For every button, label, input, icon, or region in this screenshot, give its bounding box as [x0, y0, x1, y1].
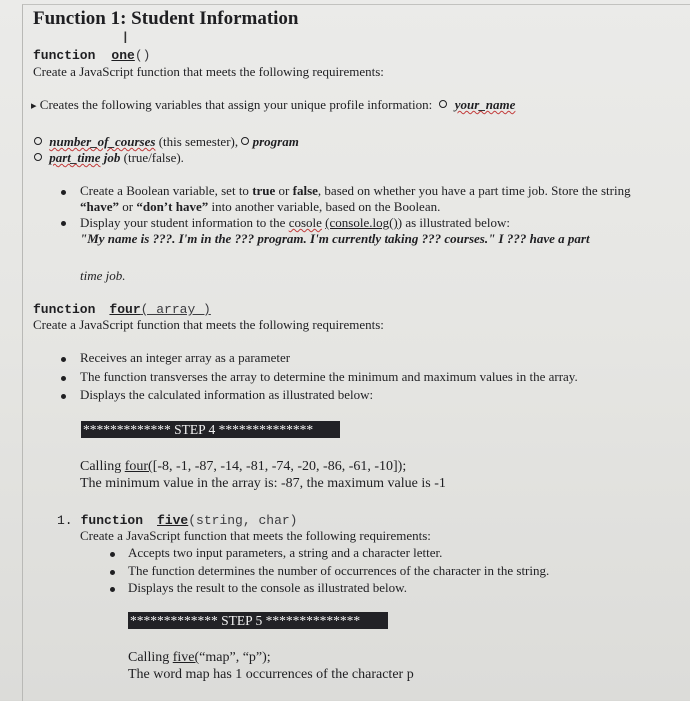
function-args: ( array )	[140, 302, 211, 317]
display-bullet: Display your student information to the cosole (console.log()) as illustrated below: "My name is ???. I'm in the ??? program. I'm currently taking ??? courses." I ??? have a part	[80, 215, 590, 246]
function-name: four	[109, 302, 141, 317]
step4-banner: ************* STEP 4 **************	[81, 421, 340, 438]
list-item: The function transverses the array to determine the minimum and maximum values in the array.	[80, 369, 578, 384]
step5-calling-line: Calling five(“map”, “p”);	[128, 650, 271, 665]
function-one-signature	[33, 46, 150, 64]
var-courses-line	[34, 134, 299, 150]
function-five-intro: Create a JavaScript function that meets the following requirements:	[80, 528, 431, 543]
section-title: Function 1: Student Information	[33, 8, 299, 29]
list-item: The function determines the number of occurrences of the character in the string.	[128, 563, 550, 578]
creates-variables-line	[31, 97, 515, 113]
var-part-time-line	[34, 150, 184, 166]
boolean-bullet: Create a Boolean variable, set to true or false, based on whether you have a part time job. Store the string “have” or “don’t have” into another variable, based on the Boolean.	[80, 183, 631, 214]
text-cursor-icon: I	[123, 28, 128, 47]
list-item: Displays the result to the console as illustrated below.	[128, 580, 407, 595]
function-four-signature	[33, 300, 211, 318]
circle-bullet-icon	[439, 100, 447, 108]
function-keyword: function	[33, 302, 96, 317]
step4-result: The minimum value in the array is: -87, the maximum value is -1	[80, 476, 446, 491]
calling-func: four(	[124, 459, 153, 474]
bullet-dot-icon	[61, 221, 66, 226]
bullet-dot-icon	[61, 394, 66, 399]
bullet-dot-icon	[61, 376, 66, 381]
circle-bullet-icon	[241, 137, 249, 145]
var-number-of-courses: number_of_courses	[49, 134, 156, 149]
var-your-name: your_name	[454, 97, 516, 112]
example-output-cont: time job.	[80, 268, 126, 283]
list-item: Accepts two input parameters, a string and a character letter.	[128, 545, 443, 560]
bullet-dot-icon	[110, 587, 115, 592]
var-part-time-note: (true/false).	[123, 150, 184, 165]
bullet-dot-icon	[61, 357, 66, 362]
circle-bullet-icon	[34, 153, 42, 161]
function-keyword: function	[80, 513, 144, 528]
step5-result: The word map has 1 occurrences of the character p	[128, 667, 414, 682]
arrow-bullet-icon: ▸	[31, 99, 37, 112]
bullet-dot-icon	[110, 552, 115, 557]
bullet-dot-icon	[110, 570, 115, 575]
calling-func: five(	[172, 650, 200, 665]
bullet-dot-icon	[61, 190, 66, 195]
function-name: five	[157, 513, 189, 528]
var-courses-note: (this semester),	[158, 134, 239, 149]
list-item: Receives an integer array as a parameter	[80, 350, 291, 365]
var-part-time: part_time	[49, 150, 101, 165]
creates-text: Creates the following variables that assign your unique profile information:	[39, 97, 433, 112]
function-five-signature	[57, 511, 297, 529]
function-keyword: function	[33, 48, 96, 63]
step5-banner: ************* STEP 5 **************	[128, 612, 388, 629]
list-item: Displays the calculated information as illustrated below:	[80, 387, 374, 402]
function-args: (string, char)	[188, 513, 298, 528]
step4-calling-line: Calling four([-8, -1, -87, -14, -81, -74, -20, -86, -61, -10]);	[80, 459, 407, 474]
var-program: program	[252, 134, 299, 149]
list-number: 1.	[57, 513, 73, 528]
function-four-intro: Create a JavaScript function that meets the following requirements:	[33, 317, 384, 332]
function-parens: ()	[134, 48, 151, 63]
function-name: one	[111, 48, 135, 63]
example-output: "My name is ???. I'm in the ??? program. I'm currently taking ??? courses." I ??? have a part	[80, 231, 590, 246]
var-part-time-job: job	[103, 150, 121, 165]
function-one-intro: Create a JavaScript function that meets the following requirements:	[33, 64, 384, 79]
circle-bullet-icon	[34, 137, 42, 145]
